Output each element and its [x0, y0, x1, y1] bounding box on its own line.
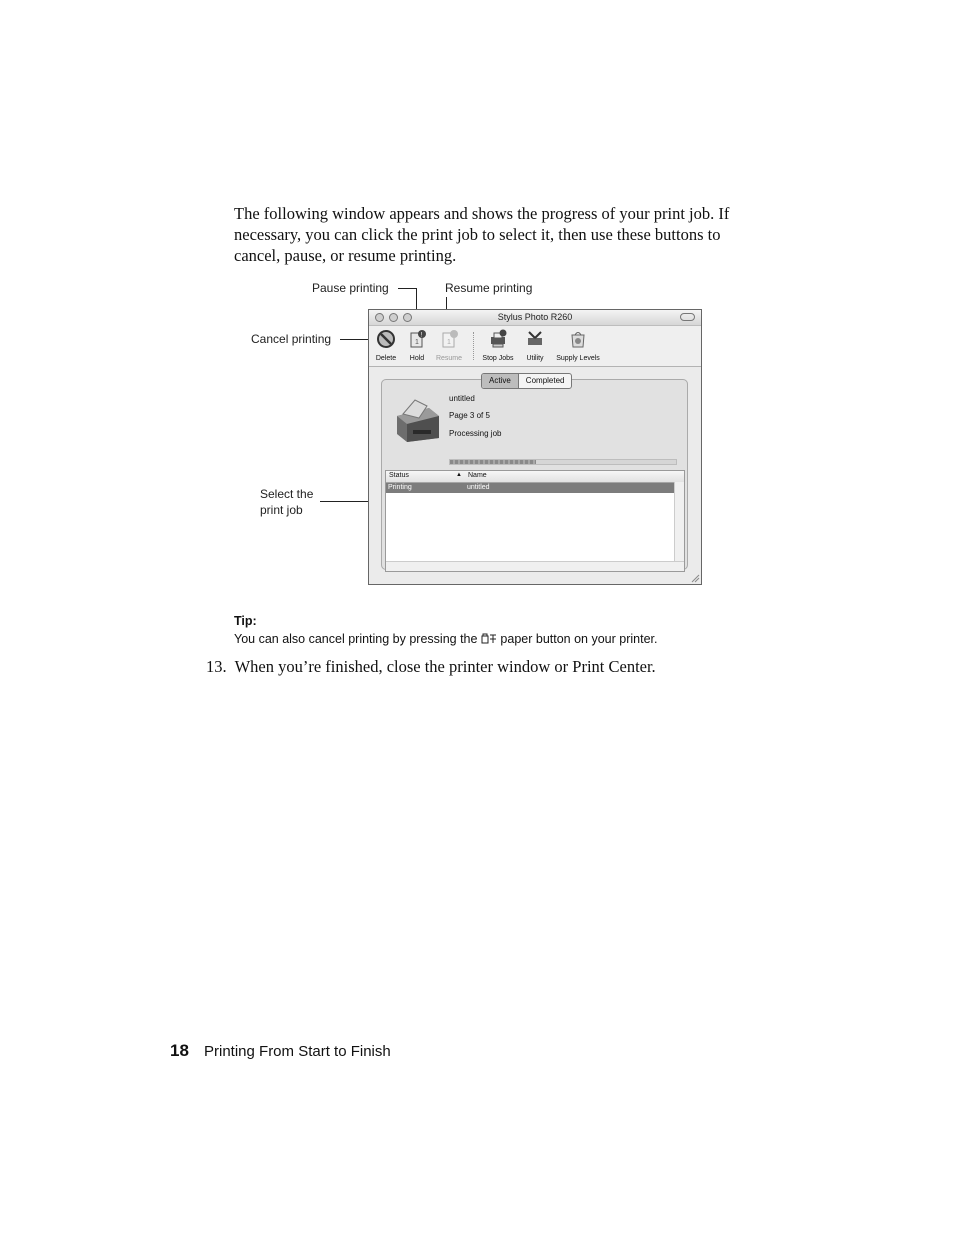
page-number: 18	[170, 1041, 189, 1060]
row-status: Printing	[388, 484, 412, 491]
tab-active[interactable]: Active	[482, 374, 519, 388]
intro-paragraph: The following window appears and shows the progress of your print job. If necessary, you can click the print job to select it, then use these buttons to cancel, pause, or resume printing.	[234, 204, 730, 265]
column-name-header[interactable]: Name	[468, 472, 487, 479]
hold-button[interactable]	[404, 329, 430, 362]
delete-icon	[376, 329, 396, 349]
leader-pause-h	[398, 288, 416, 289]
job-progress-fill	[450, 460, 536, 464]
sort-ascending-icon: ▲	[456, 472, 462, 478]
stop-jobs-button[interactable]	[479, 329, 517, 362]
supply-levels-button[interactable]	[550, 329, 606, 362]
tip-text-after: paper button on your printer.	[500, 632, 658, 646]
utility-button[interactable]	[521, 329, 549, 362]
callout-pause-printing: Pause printing	[312, 281, 389, 295]
row-name: untitled	[467, 484, 490, 491]
delete-button[interactable]	[373, 329, 399, 362]
job-name: untitled	[449, 394, 475, 403]
step-text: When you’re finished, close the printer window or Print Center.	[234, 657, 656, 676]
job-list	[385, 470, 685, 572]
step-number: 13.	[206, 657, 227, 676]
resize-grip-icon[interactable]	[691, 574, 700, 583]
table-row[interactable]	[386, 483, 676, 493]
horizontal-scrollbar[interactable]	[386, 561, 684, 571]
job-list-header	[386, 471, 684, 483]
callout-select-line2: print job	[260, 503, 303, 517]
job-progress-bar	[449, 459, 677, 465]
printer-stop-icon	[488, 329, 508, 349]
utility-tools-icon	[525, 329, 545, 349]
tab-completed[interactable]: Completed	[525, 376, 565, 385]
toolbar	[369, 326, 701, 367]
toolbar-toggle-button[interactable]	[680, 313, 695, 321]
resume-label: Resume	[435, 355, 463, 362]
hold-icon	[407, 329, 427, 349]
printer-image	[393, 398, 443, 444]
window-title: Stylus Photo R260	[497, 312, 573, 322]
job-page: Page 3 of 5	[449, 411, 490, 420]
svg-text:1: 1	[447, 339, 451, 346]
resume-button[interactable]	[433, 329, 465, 362]
supply-levels-label: Supply Levels	[556, 355, 600, 362]
callout-resume-printing: Resume printing	[445, 281, 533, 295]
paper-button-icon	[481, 633, 497, 644]
callout-cancel-printing: Cancel printing	[251, 332, 332, 346]
leader-cancel-h	[340, 339, 370, 340]
title-bar[interactable]	[369, 310, 701, 326]
utility-label: Utility	[526, 355, 544, 362]
stop-jobs-label: Stop Jobs	[482, 355, 514, 362]
tip-text	[234, 632, 657, 646]
printer-window	[368, 309, 702, 585]
resume-icon	[439, 329, 459, 349]
hold-label: Hold	[409, 355, 425, 362]
svg-text:1: 1	[415, 339, 419, 346]
vertical-scrollbar[interactable]	[674, 482, 684, 561]
footer-section-title: Printing From Start to Finish	[204, 1043, 391, 1060]
step-13	[206, 657, 656, 677]
delete-label: Delete	[375, 355, 397, 362]
column-status-header[interactable]: Status	[389, 472, 409, 479]
tip-label: Tip:	[234, 614, 257, 628]
job-tabs	[481, 373, 572, 389]
supply-levels-icon	[568, 329, 588, 349]
tip-text-before: You can also cancel printing by pressing the	[234, 632, 478, 646]
job-status: Processing job	[449, 429, 502, 438]
callout-select-line1: Select the	[260, 487, 314, 501]
svg-text:!: !	[420, 332, 423, 339]
toolbar-separator	[473, 332, 474, 360]
